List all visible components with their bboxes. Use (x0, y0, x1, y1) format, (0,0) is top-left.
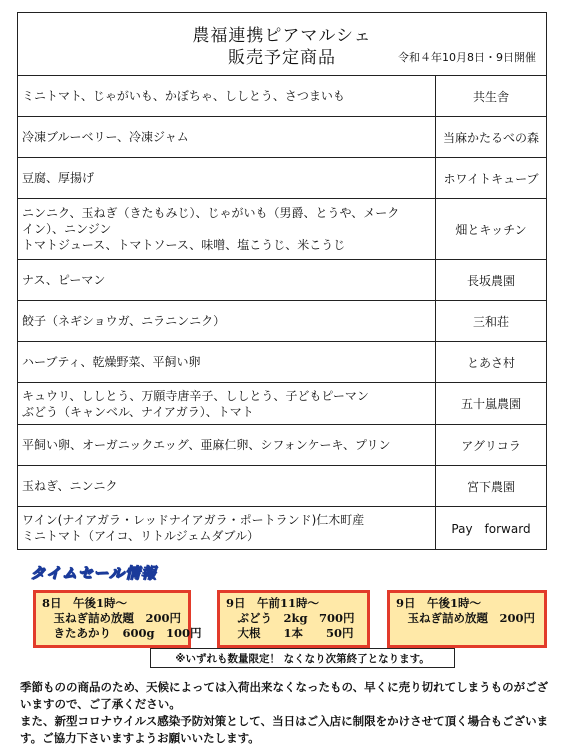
timesale-line: 8日 午後1時～ (42, 596, 128, 610)
row-items (18, 158, 436, 198)
row-items (18, 383, 436, 424)
row-items (18, 76, 436, 116)
quantity-notice: ※いずれも数量限定！ なくなり次第終了となります。 (150, 648, 455, 668)
timesale-line: 9日 午後1時～ (396, 596, 482, 610)
timesale-line: 玉ねぎ詰め放題 200円 (42, 611, 182, 625)
shop-name: とあさ村 (466, 355, 515, 370)
row-items (18, 199, 436, 259)
footer-note: また、新型コロナウイルス感染予防対策として、当日はご入店に制限をかけさせて頂く場合もございます。ご協力下さいますようお願いいたします。 (20, 714, 549, 745)
timesale-line: きたあかり 600g 100円 (42, 626, 202, 640)
timesale-box-3 (387, 590, 547, 648)
timesale-box-2 (217, 590, 370, 648)
item-line: 冷凍ブルーベリー、冷凍ジャム (22, 130, 189, 144)
item-line: イン）、ニンジン (22, 222, 112, 236)
event-date: 令和４年10月8日・9日開催 (398, 51, 536, 64)
item-line: 餃子（ネギショウガ、ニラニンニク） (22, 314, 226, 328)
timesale-title: タイムセール情報 (30, 564, 157, 582)
item-line: ぶどう（キャンベル、ナイアガラ）、トマト (22, 404, 254, 419)
shop-name: 共生舎 (472, 89, 509, 104)
table-header (18, 13, 546, 76)
shop-name: Pay forward (451, 521, 531, 536)
shop-name: 当麻かたるべの森 (442, 130, 539, 145)
table-body (18, 76, 546, 549)
timesale-line: 9日 午前11時～ (226, 596, 320, 610)
page-title: 農福連携ピアマルシェ (192, 26, 372, 46)
table-row (18, 425, 546, 466)
timesale-line: ぶどう 2kg 700円 (226, 611, 355, 625)
table-row (18, 158, 546, 199)
item-line: キュウリ、ししとう、万願寺唐辛子、ししとう、子どもピーマン (22, 388, 369, 403)
row-items (18, 507, 436, 549)
item-line: トマトジュース、トマトソース、味噌、塩こうじ、米こうじ (22, 238, 346, 252)
item-line: ナス、ピーマン (22, 273, 106, 287)
item-line: ニンニク、玉ねぎ（きたもみじ）、じゃがいも（男爵、とうや、メーク (22, 206, 400, 220)
table-row (18, 76, 546, 117)
table-row (18, 301, 546, 342)
row-items (18, 301, 436, 341)
row-items (18, 117, 436, 157)
shop-name: ホワイトキューブ (443, 171, 539, 186)
table-row (18, 117, 546, 158)
shop-name: 三和荘 (472, 314, 509, 329)
table-row (18, 466, 546, 507)
item-line: 豆腐、厚揚げ (22, 171, 95, 185)
table-row (18, 383, 546, 425)
item-line: 平飼い卵、オーガニックエッグ、亜麻仁卵、シフォンケーキ、プリン (22, 438, 391, 452)
table-row (18, 199, 546, 260)
row-items (18, 342, 436, 382)
product-table (17, 12, 547, 550)
table-row (18, 507, 546, 549)
shop-name: 宮下農園 (466, 479, 515, 494)
table-row (18, 260, 546, 301)
item-line: ミニトマト（アイコ、リトルジェムダブル） (22, 529, 259, 543)
row-items (18, 425, 436, 465)
row-items (18, 466, 436, 506)
item-line: ミニトマト、じゃがいも、かぼちゃ、ししとう、さつまいも (22, 89, 345, 103)
shop-name: 五十嵐農園 (460, 397, 521, 411)
shop-name: 長坂農園 (466, 273, 515, 288)
shop-name: 畑とキッチン (455, 222, 527, 237)
table-row (18, 342, 546, 383)
shop-name: アグリコラ (461, 438, 521, 453)
footer-notes (20, 679, 555, 747)
page-subtitle: 販売予定商品 (228, 48, 336, 68)
item-line: ハーブティ、乾燥野菜、平飼い卵 (22, 355, 201, 369)
item-line: ワイン(ナイアガラ・レッドナイアガラ・ポートランド)仁木町産 (22, 513, 365, 527)
timesale-line: 玉ねぎ詰め放題 200円 (396, 611, 536, 625)
footer-note: 季節ものの商品のため、天候によっては入荷出来なくなったもの、早くに売り切れてしまうものがございますので、ご了承ください。 (20, 680, 549, 711)
row-items (18, 260, 436, 300)
item-line: 玉ねぎ、ニンニク (22, 479, 118, 493)
timesale-box-1 (33, 590, 202, 648)
timesale-line: 大根 1本 50円 (226, 626, 354, 640)
